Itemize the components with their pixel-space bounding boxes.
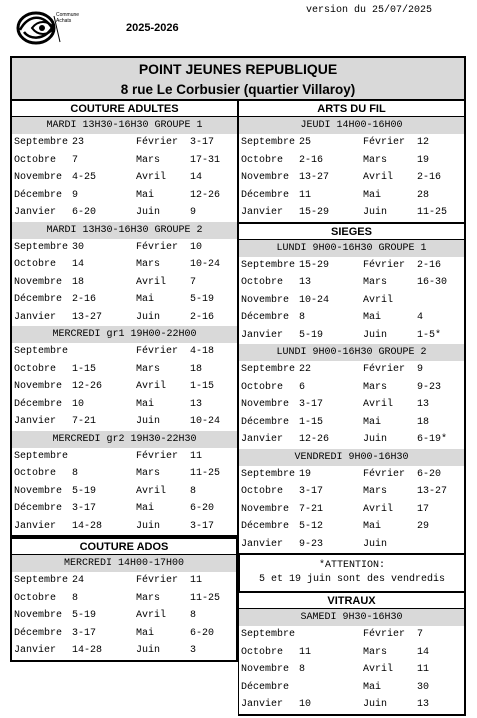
month-label: Décembre bbox=[14, 398, 63, 410]
date-row bbox=[239, 361, 464, 379]
month-label: Mars bbox=[136, 363, 161, 375]
month-label: Octobre bbox=[14, 592, 57, 604]
month-label: Février bbox=[136, 241, 179, 253]
month-label: Mars bbox=[363, 277, 388, 288]
dates-value: 2-16 bbox=[417, 172, 442, 183]
dates-value: 3-17 bbox=[299, 486, 324, 497]
dates-value: 6 bbox=[299, 381, 306, 393]
month-label: Mars bbox=[136, 154, 161, 166]
dates-value: 18 bbox=[72, 276, 85, 288]
section-title: SIEGES bbox=[239, 224, 464, 240]
date-row bbox=[12, 204, 237, 222]
month-label: Décembre bbox=[241, 312, 290, 323]
date-row bbox=[239, 536, 464, 554]
month-label: Décembre bbox=[241, 416, 290, 428]
section-couture-ados bbox=[10, 537, 238, 662]
venue-name: POINT JEUNES REPUBLIQUE bbox=[138, 61, 338, 77]
date-row bbox=[12, 187, 237, 205]
group-schedule-label: VENDREDI 9H00-16H30 bbox=[239, 449, 464, 466]
month-label: Février bbox=[363, 137, 406, 148]
date-row bbox=[239, 696, 464, 714]
date-row bbox=[239, 518, 464, 536]
month-label: Septembre bbox=[241, 364, 296, 375]
date-row bbox=[239, 309, 464, 327]
dates-value: 9-23 bbox=[299, 538, 324, 550]
dates-value: 2-16 bbox=[72, 294, 97, 305]
dates-value: 8 bbox=[190, 610, 197, 621]
dates-value: 19 bbox=[417, 154, 430, 166]
date-row bbox=[12, 483, 237, 501]
group-schedule-label: MARDI 13H30-16H30 GROUPE 2 bbox=[12, 222, 237, 239]
dates-value: 5-12 bbox=[299, 521, 324, 532]
month-label: Janvier bbox=[241, 207, 284, 218]
dates-value: 17-31 bbox=[190, 154, 221, 166]
month-label: Novembre bbox=[241, 399, 290, 410]
section-arts-du-fil bbox=[238, 101, 466, 224]
month-label: Septembre bbox=[14, 241, 69, 253]
dates-value: 11 bbox=[299, 646, 312, 658]
month-label: Janvier bbox=[241, 538, 284, 550]
dates-value: 17 bbox=[417, 503, 430, 515]
month-label: Février bbox=[363, 468, 406, 480]
date-row bbox=[12, 256, 237, 274]
dates-value: 8 bbox=[190, 485, 197, 497]
month-label: Septembre bbox=[14, 346, 69, 357]
month-label: Novembre bbox=[241, 294, 290, 306]
left-column bbox=[10, 101, 238, 662]
month-label: Mars bbox=[363, 154, 388, 166]
month-label: Mai bbox=[363, 681, 382, 693]
date-row bbox=[239, 679, 464, 697]
month-label: Février bbox=[136, 137, 179, 148]
dates-value: 10 bbox=[190, 241, 203, 253]
dates-value: 12-26 bbox=[299, 434, 330, 445]
date-row bbox=[12, 152, 237, 170]
month-label: Octobre bbox=[241, 277, 284, 288]
dates-value: 3-17 bbox=[72, 627, 97, 639]
dates-value: 7 bbox=[72, 154, 79, 166]
dates-value: 10-24 bbox=[299, 294, 330, 306]
section-title: COUTURE ADOS bbox=[12, 539, 236, 555]
date-row bbox=[239, 466, 464, 484]
dates-value: 13-27 bbox=[299, 172, 330, 183]
section-title: ARTS DU FIL bbox=[239, 101, 464, 117]
date-row bbox=[12, 625, 236, 643]
dates-value: 4 bbox=[417, 312, 424, 323]
month-label: Octobre bbox=[14, 259, 57, 270]
dates-value: 6-19* bbox=[417, 434, 448, 445]
dates-value: 18 bbox=[417, 416, 430, 428]
dates-value: 6-20 bbox=[190, 627, 215, 639]
dates-value: 30 bbox=[72, 241, 85, 253]
dates-value: 8 bbox=[72, 592, 79, 604]
month-label: Avril bbox=[136, 610, 167, 621]
month-label: Mars bbox=[136, 592, 161, 604]
dates-value: 12-26 bbox=[190, 189, 221, 201]
group-schedule-label: MERCREDI 14H00-17H00 bbox=[12, 555, 236, 572]
date-row bbox=[12, 572, 236, 590]
dates-value bbox=[299, 679, 363, 697]
date-row bbox=[239, 134, 464, 152]
month-label: Janvier bbox=[14, 645, 57, 656]
month-label: Mars bbox=[136, 259, 161, 270]
month-label: Octobre bbox=[241, 381, 284, 393]
date-row bbox=[239, 292, 464, 310]
dates-value: 3-17 bbox=[299, 399, 324, 410]
dates-value: 7 bbox=[190, 276, 197, 288]
date-row bbox=[12, 239, 237, 257]
month-label: Avril bbox=[363, 399, 394, 410]
dates-value: 9 bbox=[417, 364, 424, 375]
dates-value: 13 bbox=[190, 398, 203, 410]
date-row bbox=[239, 626, 464, 644]
date-row bbox=[239, 169, 464, 187]
month-label: Février bbox=[363, 364, 406, 375]
dates-value: 30 bbox=[417, 681, 430, 693]
date-row bbox=[12, 309, 237, 327]
month-label: Décembre bbox=[14, 189, 63, 201]
dates-value: 10-24 bbox=[190, 416, 221, 427]
date-row bbox=[12, 465, 237, 483]
month-label: Mars bbox=[363, 486, 388, 497]
dates-value: 2-16 bbox=[417, 259, 442, 271]
month-label: Décembre bbox=[241, 681, 290, 693]
dates-value: 22 bbox=[299, 364, 312, 375]
group-schedule-label: MERCREDI gr2 19H30-22H30 bbox=[12, 431, 237, 448]
logo-text: Commune Achats bbox=[56, 12, 80, 24]
dates-value: 7-21 bbox=[72, 416, 97, 427]
dates-value: 7-21 bbox=[299, 503, 324, 515]
date-row bbox=[12, 396, 237, 414]
dates-value: 1-15 bbox=[190, 381, 215, 392]
month-label: Juin bbox=[363, 699, 388, 710]
right-column bbox=[238, 101, 466, 716]
month-label: Octobre bbox=[241, 154, 284, 166]
dates-value: 14 bbox=[190, 172, 203, 183]
date-row bbox=[239, 661, 464, 679]
month-label: Septembre bbox=[14, 137, 69, 148]
dates-value: 13 bbox=[417, 399, 430, 410]
dates-value: 1-5* bbox=[417, 329, 442, 341]
dates-value: 2-16 bbox=[190, 311, 215, 323]
dates-value: 11 bbox=[190, 575, 203, 586]
date-row bbox=[12, 169, 237, 187]
month-label: Juin bbox=[363, 538, 388, 550]
dates-value: 5-19 bbox=[299, 329, 324, 341]
month-label: Mai bbox=[136, 294, 155, 305]
date-row bbox=[239, 501, 464, 519]
dates-value: 14-28 bbox=[72, 520, 103, 532]
month-label: Mai bbox=[136, 398, 155, 410]
month-label: Janvier bbox=[241, 434, 284, 445]
month-label: Juin bbox=[136, 520, 161, 532]
dates-value: 8 bbox=[72, 468, 79, 479]
month-label: Novembre bbox=[241, 503, 290, 515]
month-label: Mai bbox=[363, 312, 382, 323]
title-box bbox=[10, 56, 466, 101]
group-schedule-label: MARDI 13H30-16H30 GROUPE 1 bbox=[12, 117, 237, 134]
dates-value: 11 bbox=[417, 664, 430, 675]
dates-value: 14 bbox=[417, 646, 430, 658]
school-year: 2025-2026 bbox=[126, 22, 179, 34]
dates-value: 2-16 bbox=[299, 154, 324, 166]
month-label: Septembre bbox=[241, 629, 296, 640]
dates-value: 8 bbox=[299, 664, 306, 675]
month-label: Septembre bbox=[241, 137, 296, 148]
dates-value: 4-18 bbox=[190, 346, 215, 357]
date-row bbox=[12, 607, 236, 625]
month-label: Avril bbox=[363, 664, 394, 675]
dates-value: 7 bbox=[417, 629, 424, 640]
section-sieges bbox=[238, 224, 466, 556]
dates-value bbox=[299, 626, 363, 644]
dates-value: 25 bbox=[299, 137, 312, 148]
dates-value: 5-19 bbox=[72, 485, 97, 497]
month-label: Février bbox=[136, 575, 179, 586]
dates-value bbox=[72, 343, 136, 361]
month-label: Mars bbox=[136, 468, 161, 479]
dates-value: 13-27 bbox=[72, 311, 103, 323]
date-row bbox=[239, 414, 464, 432]
dates-value: 13 bbox=[299, 277, 312, 288]
dates-value: 6-20 bbox=[190, 503, 215, 514]
dates-value: 9 bbox=[72, 189, 79, 201]
date-row bbox=[239, 187, 464, 205]
month-label: Mai bbox=[363, 521, 382, 532]
month-label: Février bbox=[363, 629, 406, 640]
month-label: Mars bbox=[363, 646, 388, 658]
month-label: Janvier bbox=[241, 329, 284, 341]
month-label: Mai bbox=[136, 503, 155, 514]
dates-value: 5-19 bbox=[190, 294, 215, 305]
dates-value: 16-30 bbox=[417, 277, 448, 288]
month-label: Octobre bbox=[241, 646, 284, 658]
dates-value: 19 bbox=[299, 468, 312, 480]
dates-value: 12 bbox=[417, 137, 430, 148]
month-label: Avril bbox=[363, 294, 394, 306]
month-label: Juin bbox=[363, 329, 388, 341]
dates-value: 3-17 bbox=[72, 503, 97, 514]
month-label: Janvier bbox=[241, 699, 284, 710]
dates-value: 3 bbox=[190, 645, 197, 656]
version-date: version du 25/07/2025 bbox=[306, 5, 433, 16]
date-row bbox=[12, 343, 237, 361]
dates-value: 18 bbox=[190, 363, 203, 375]
group-schedule-label: MERCREDI gr1 19H00-22H00 bbox=[12, 326, 237, 343]
month-label: Décembre bbox=[14, 627, 63, 639]
section-title: VITRAUX bbox=[239, 593, 464, 609]
month-label: Juin bbox=[363, 434, 388, 445]
dates-value: 4-25 bbox=[72, 172, 97, 183]
date-row bbox=[239, 274, 464, 292]
month-label: Octobre bbox=[241, 486, 284, 497]
month-label: Septembre bbox=[241, 468, 296, 480]
date-row bbox=[239, 483, 464, 501]
dates-value: 3-17 bbox=[190, 520, 215, 532]
dates-value: 1-15 bbox=[299, 416, 324, 428]
dates-value: 29 bbox=[417, 521, 430, 532]
group-schedule-label: LUNDI 9H00-16H30 GROUPE 1 bbox=[239, 240, 464, 257]
month-label: Janvier bbox=[14, 520, 57, 532]
month-label: Janvier bbox=[14, 416, 57, 427]
dates-value: 5-19 bbox=[72, 610, 97, 621]
month-label: Février bbox=[136, 346, 179, 357]
dates-value: 9 bbox=[190, 207, 197, 218]
dates-value bbox=[72, 448, 136, 466]
date-row bbox=[239, 644, 464, 662]
dates-value: 14 bbox=[72, 259, 85, 270]
dates-value: 1-15 bbox=[72, 363, 97, 375]
month-label: Novembre bbox=[241, 172, 290, 183]
month-label: Juin bbox=[136, 311, 161, 323]
month-label: Mai bbox=[136, 627, 155, 639]
dates-value: 10-24 bbox=[190, 259, 221, 270]
dates-value: 9-23 bbox=[417, 381, 442, 393]
date-row bbox=[239, 327, 464, 345]
group-schedule-label: SAMEDI 9H30-16H30 bbox=[239, 609, 464, 626]
date-row bbox=[12, 291, 237, 309]
date-row bbox=[12, 274, 237, 292]
month-label: Novembre bbox=[14, 276, 63, 288]
logo bbox=[14, 6, 80, 46]
date-row bbox=[239, 204, 464, 222]
date-row bbox=[12, 378, 237, 396]
month-label: Novembre bbox=[14, 610, 63, 621]
month-label: Septembre bbox=[14, 450, 69, 462]
attention-note bbox=[238, 555, 466, 593]
month-label: Mai bbox=[136, 189, 155, 201]
month-label: Septembre bbox=[241, 259, 296, 271]
date-row bbox=[12, 361, 237, 379]
dates-value: 11-25 bbox=[190, 468, 221, 479]
month-label: Novembre bbox=[241, 664, 290, 675]
section-title: COUTURE ADULTES bbox=[12, 101, 237, 117]
dates-value: 15-29 bbox=[299, 207, 330, 218]
month-label: Décembre bbox=[241, 521, 290, 532]
month-label: Avril bbox=[136, 276, 167, 288]
dates-value bbox=[417, 292, 463, 310]
month-label: Juin bbox=[363, 207, 388, 218]
dates-value: 10 bbox=[299, 699, 312, 710]
dates-value: 13-27 bbox=[417, 486, 448, 497]
month-label: Avril bbox=[136, 381, 167, 392]
venue-address: 8 rue Le Corbusier (quartier Villaroy) bbox=[120, 82, 356, 97]
month-label: Mai bbox=[363, 416, 382, 428]
dates-value bbox=[417, 536, 463, 554]
dates-value: 8 bbox=[299, 312, 306, 323]
dates-value: 12-26 bbox=[72, 381, 103, 392]
month-label: Septembre bbox=[14, 575, 69, 586]
date-row bbox=[12, 448, 237, 466]
month-label: Décembre bbox=[14, 503, 63, 514]
group-schedule-label: LUNDI 9H00-16H30 GROUPE 2 bbox=[239, 344, 464, 361]
month-label: Octobre bbox=[14, 154, 57, 166]
month-label: Février bbox=[363, 259, 406, 271]
month-label: Avril bbox=[363, 172, 394, 183]
dates-value: 11 bbox=[299, 189, 312, 201]
dates-value: 11-25 bbox=[190, 592, 221, 604]
date-row bbox=[239, 396, 464, 414]
dates-value: 14-28 bbox=[72, 645, 103, 656]
month-label: Novembre bbox=[14, 381, 63, 392]
attention-title: *ATTENTION: bbox=[318, 560, 385, 571]
dates-value: 3-17 bbox=[190, 137, 215, 148]
month-label: Avril bbox=[136, 172, 167, 183]
section-couture-adultes bbox=[10, 101, 238, 537]
month-label: Octobre bbox=[14, 468, 57, 479]
dates-value: 11 bbox=[190, 450, 203, 462]
date-row bbox=[12, 500, 237, 518]
month-label: Avril bbox=[136, 485, 167, 497]
title-frame bbox=[10, 56, 466, 101]
date-row bbox=[12, 642, 236, 660]
month-label: Février bbox=[136, 450, 179, 462]
group-schedule-label: JEUDI 14H00-16H00 bbox=[239, 117, 464, 134]
date-row bbox=[12, 134, 237, 152]
dates-value: 24 bbox=[72, 575, 85, 586]
dates-value: 15-29 bbox=[299, 259, 330, 271]
date-row bbox=[12, 413, 237, 431]
month-label: Juin bbox=[136, 207, 161, 218]
date-row bbox=[239, 431, 464, 449]
dates-value: 10 bbox=[72, 398, 85, 410]
date-row bbox=[12, 518, 237, 536]
dates-value: 6-20 bbox=[417, 468, 442, 480]
date-row bbox=[239, 257, 464, 275]
month-label: Décembre bbox=[14, 294, 63, 305]
date-row bbox=[239, 152, 464, 170]
dates-value: 23 bbox=[72, 137, 85, 148]
month-label: Avril bbox=[363, 503, 394, 515]
month-label: Juin bbox=[136, 645, 161, 656]
dates-value: 11-25 bbox=[417, 207, 448, 218]
date-row bbox=[12, 590, 236, 608]
month-label: Mai bbox=[363, 189, 382, 201]
dates-value: 28 bbox=[417, 189, 430, 201]
date-row bbox=[239, 379, 464, 397]
attention-text: 5 et 19 juin sont des vendredis bbox=[258, 574, 446, 585]
month-label: Décembre bbox=[241, 189, 290, 201]
section-vitraux bbox=[238, 593, 466, 716]
dates-value: 13 bbox=[417, 699, 430, 710]
month-label: Janvier bbox=[14, 207, 57, 218]
month-label: Octobre bbox=[14, 363, 57, 375]
month-label: Mars bbox=[363, 381, 388, 393]
dates-value: 6-20 bbox=[72, 207, 97, 218]
month-label: Janvier bbox=[14, 311, 57, 323]
month-label: Novembre bbox=[14, 485, 63, 497]
month-label: Novembre bbox=[14, 172, 63, 183]
month-label: Juin bbox=[136, 416, 161, 427]
